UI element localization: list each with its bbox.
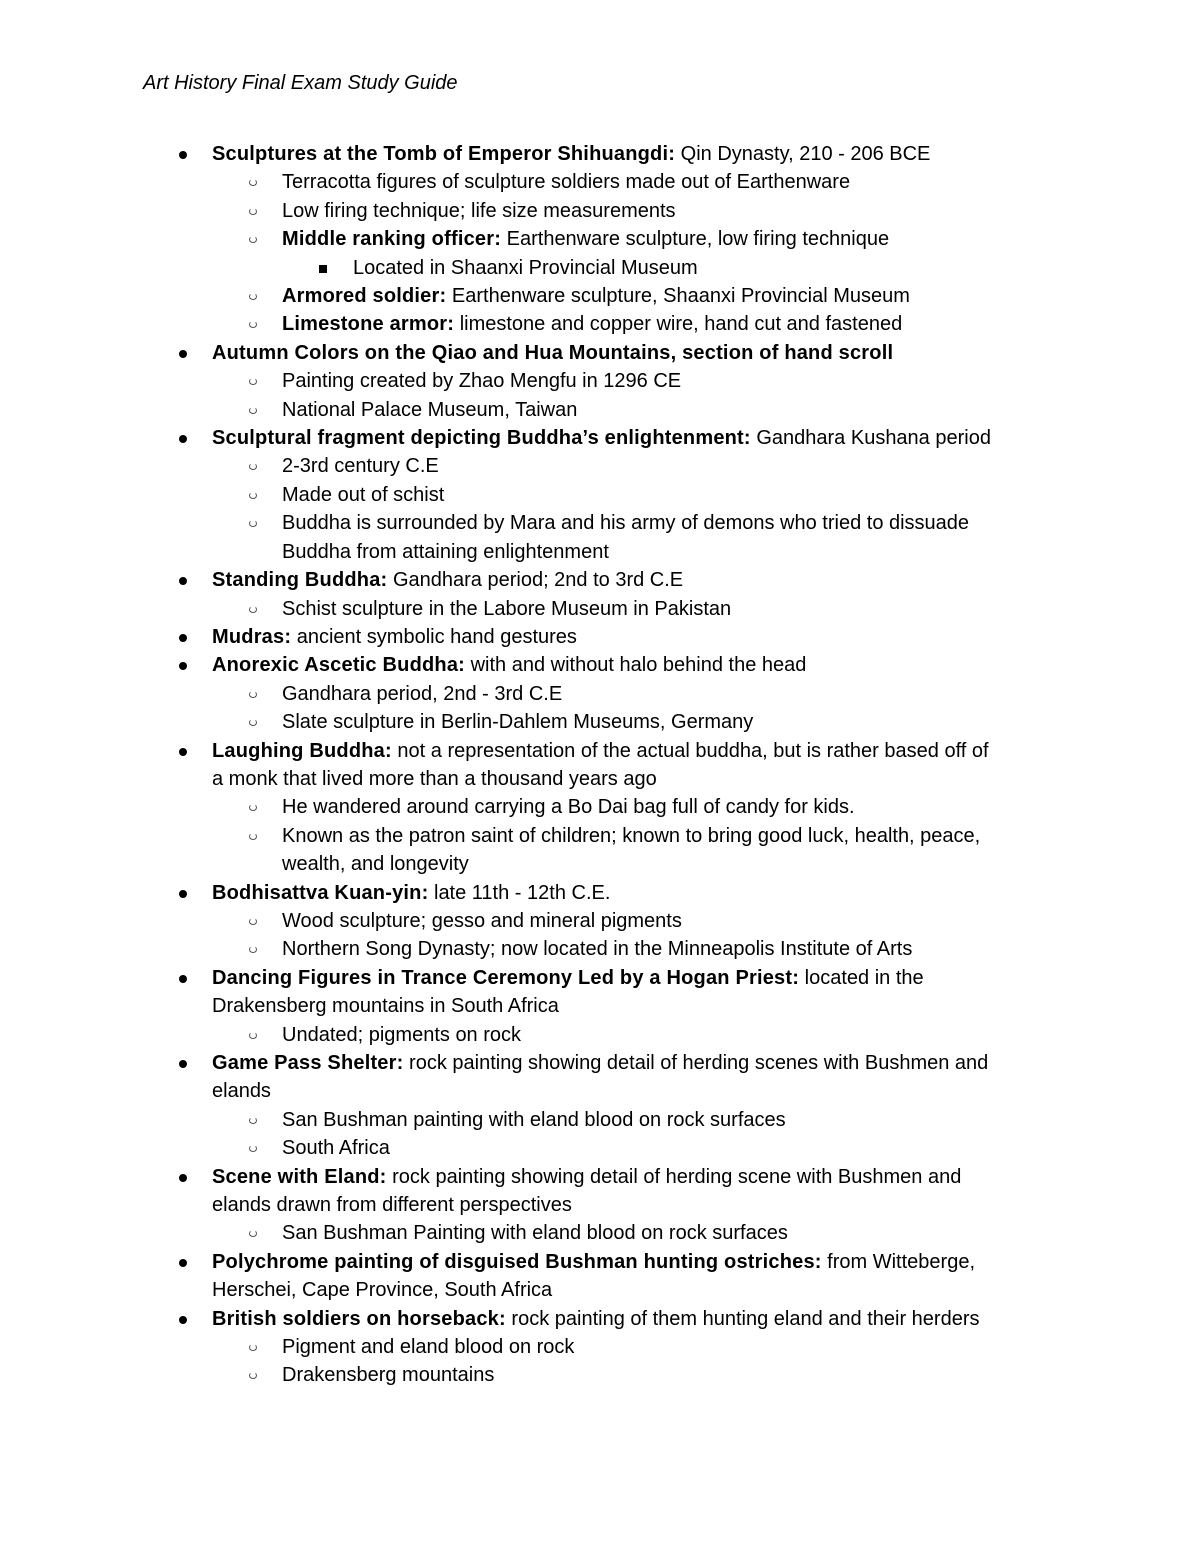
item-text: rock painting of them hunting eland and their herders — [505, 1307, 980, 1330]
item-term: Anorexic Ascetic Buddha: — [212, 654, 466, 677]
list-item — [0, 282, 1200, 310]
list-item — [0, 964, 1200, 992]
item-text: Undated; pigments on rock — [282, 1023, 522, 1046]
item-term: Bodhisattva Kuan-yin: — [212, 881, 429, 904]
list-item — [0, 452, 1200, 480]
item-text: South Africa — [282, 1137, 390, 1160]
list-item — [0, 168, 1200, 196]
item-text: not a representation of the actual buddha, but is rather based off of — [391, 739, 989, 762]
item-text: a monk that lived more than a thousand years ago — [212, 767, 657, 790]
item-term: Standing Buddha: — [212, 569, 388, 592]
item-text: rock painting showing detail of herding scenes with Bushmen and — [403, 1052, 989, 1074]
list-item — [0, 907, 1200, 935]
list-item — [0, 424, 1200, 452]
item-term: Armored soldier: — [282, 285, 447, 308]
item-text: Qin Dynasty, 210 - 206 BCE — [675, 143, 931, 165]
item-text: Buddha from attaining enlightenment — [282, 540, 609, 563]
list-item — [0, 879, 1200, 907]
list-item — [0, 1361, 1200, 1389]
item-text: wealth, and longevity — [282, 853, 469, 876]
list-item-continuation — [0, 1191, 1200, 1219]
item-term: Sculptures at the Tomb of Emperor Shihuangdi: — [212, 143, 676, 165]
list-item-continuation — [0, 850, 1200, 878]
list-item — [0, 1049, 1200, 1077]
item-term: Laughing Buddha: — [212, 739, 392, 762]
list-item — [0, 225, 1200, 253]
item-text: Earthenware sculpture, low firing technique — [501, 228, 890, 251]
item-text: Made out of schist — [282, 483, 445, 506]
item-text: Slate sculpture in Berlin-Dahlem Museums, Germany — [282, 711, 754, 734]
list-item — [0, 1248, 1200, 1276]
item-text: ancient symbolic hand gestures — [291, 625, 577, 648]
item-text: Earthenware sculpture, Shaanxi Provincial Museum — [446, 285, 910, 308]
list-item — [0, 1219, 1200, 1247]
item-text: rock painting showing detail of herding scene with Bushmen and — [386, 1165, 962, 1188]
list-item — [0, 396, 1200, 424]
list-item-continuation — [0, 1276, 1200, 1304]
list-item — [0, 481, 1200, 509]
list-item — [0, 595, 1200, 623]
list-item — [0, 935, 1200, 963]
item-text: 2-3rd century C.E — [282, 455, 439, 478]
item-text: located in the — [799, 966, 924, 989]
item-text: Gandhara Kushana period — [750, 427, 991, 450]
item-text: elands drawn from different perspectives — [212, 1194, 572, 1217]
item-text: Low firing technique; life size measurements — [282, 199, 676, 222]
list-item — [0, 1021, 1200, 1049]
item-text: limestone and copper wire, hand cut and fastened — [454, 313, 903, 336]
item-text: late 11th - 12th C.E. — [428, 881, 611, 904]
list-item — [0, 254, 1200, 282]
page-title: Art History Final Exam Study Guide — [143, 72, 458, 94]
item-term: Autumn Colors on the Qiao and Hua Mountains, section of hand scroll — [212, 341, 894, 364]
list-item — [0, 1163, 1200, 1191]
item-text: Herschei, Cape Province, South Africa — [212, 1279, 553, 1302]
item-text: Schist sculpture in the Labore Museum in Pakistan — [282, 597, 732, 620]
item-text: Terracotta figures of sculpture soldiers made out of Earthenware — [282, 171, 851, 194]
item-text: from Witteberge, — [821, 1250, 976, 1273]
list-item — [0, 367, 1200, 395]
item-text: elands — [212, 1080, 271, 1103]
list-item — [0, 1134, 1200, 1162]
item-text: National Palace Museum, Taiwan — [282, 398, 578, 421]
list-item — [0, 1305, 1200, 1333]
item-text: San Bushman Painting with eland blood on rock surfaces — [282, 1222, 788, 1245]
item-text: He wandered around carrying a Bo Dai bag full of candy for kids. — [282, 796, 855, 819]
list-item-continuation — [0, 1077, 1200, 1105]
list-item — [0, 140, 1200, 168]
item-term: Limestone armor: — [282, 313, 455, 336]
item-text: Drakensberg mountains — [282, 1364, 495, 1387]
list-item — [0, 197, 1200, 225]
list-item — [0, 680, 1200, 708]
item-term: Sculptural fragment depicting Buddha’s enlightenment: — [212, 427, 751, 450]
list-item — [0, 339, 1200, 367]
list-item — [0, 310, 1200, 338]
item-text: Pigment and eland blood on rock — [282, 1336, 575, 1359]
item-text: Painting created by Zhao Mengfu in 1296 CE — [282, 370, 682, 393]
item-text: Northern Song Dynasty; now located in the Minneapolis Institute of Arts — [282, 938, 913, 961]
item-term: Middle ranking officer: — [282, 228, 502, 251]
list-item — [0, 793, 1200, 821]
item-text: Known as the patron saint of children; known to bring good luck, health, peace, — [282, 824, 981, 847]
list-item-continuation — [0, 765, 1200, 793]
item-term: Game Pass Shelter: — [212, 1052, 404, 1074]
list-item — [0, 1106, 1200, 1134]
item-text: Gandhara period, 2nd - 3rd C.E — [282, 682, 563, 705]
list-item-continuation — [0, 538, 1200, 566]
item-text: Located in Shaanxi Provincial Museum — [353, 256, 698, 279]
list-item — [0, 822, 1200, 850]
item-term: Polychrome painting of disguised Bushman hunting ostriches: — [212, 1250, 822, 1273]
item-text: San Bushman painting with eland blood on rock surfaces — [282, 1108, 786, 1131]
item-term: Mudras: — [212, 625, 292, 648]
list-item-continuation — [0, 992, 1200, 1020]
item-term: British soldiers on horseback: — [212, 1307, 506, 1330]
list-item — [0, 623, 1200, 651]
item-text: Wood sculpture; gesso and mineral pigments — [282, 909, 682, 932]
list-item — [0, 651, 1200, 679]
list-item — [0, 509, 1200, 537]
item-text: with and without halo behind the head — [465, 654, 807, 677]
list-item — [0, 737, 1200, 765]
item-text: Gandhara period; 2nd to 3rd C.E — [387, 569, 684, 592]
list-item — [0, 708, 1200, 736]
item-term: Scene with Eland: — [212, 1165, 387, 1188]
list-item — [0, 1333, 1200, 1361]
bullet-list — [0, 140, 1200, 1390]
item-text: Buddha is surrounded by Mara and his army of demons who tried to dissuade — [282, 512, 970, 535]
item-term: Dancing Figures in Trance Ceremony Led by a Hogan Priest: — [212, 966, 800, 989]
item-text: Drakensberg mountains in South Africa — [212, 995, 559, 1018]
list-item — [0, 566, 1200, 594]
